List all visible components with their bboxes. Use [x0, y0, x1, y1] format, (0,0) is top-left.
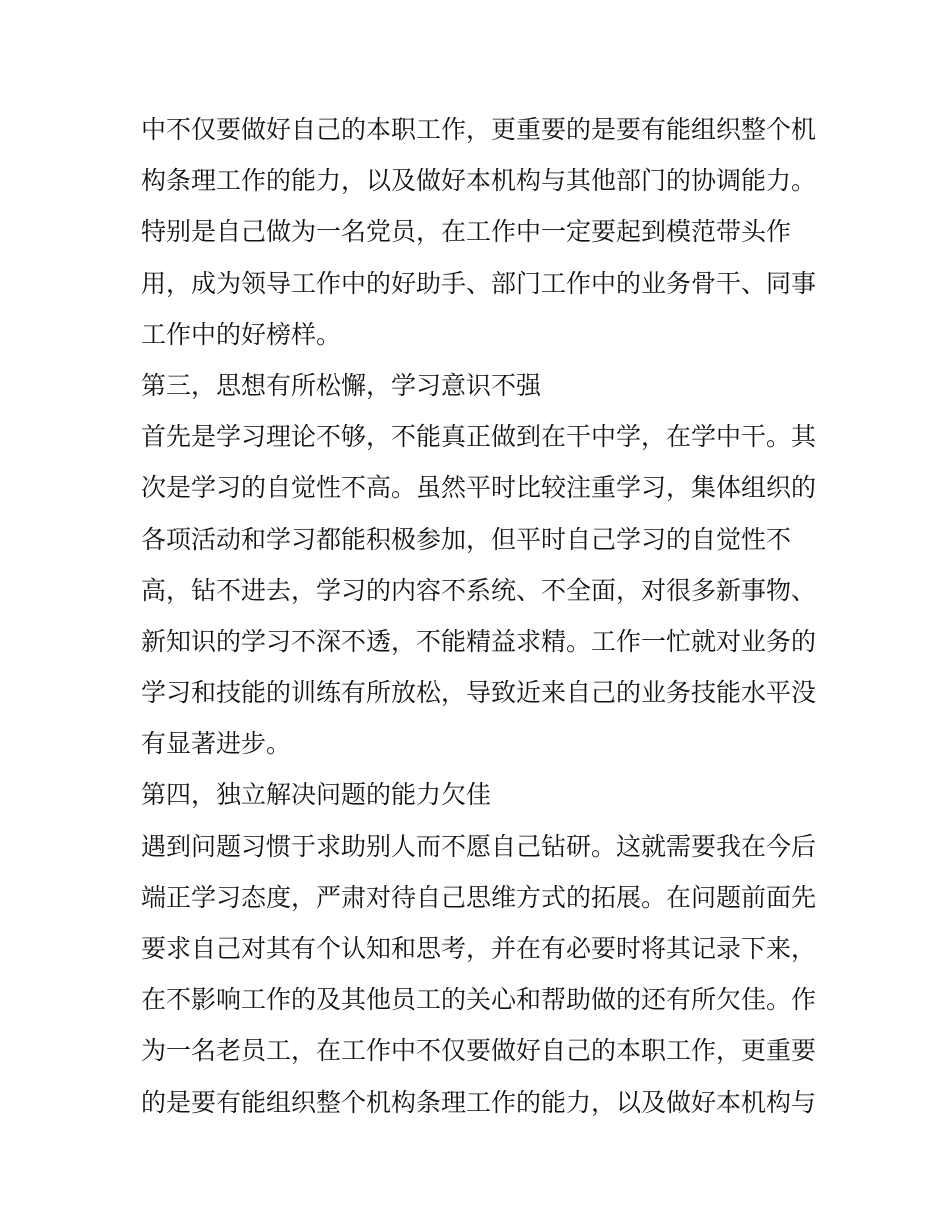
section-heading-3: 第三，思想有所松懈，学习意识不强 — [141, 370, 542, 400]
text-line: 遇到问题习惯于求助别人而不愿自己钻研。这就需要我在今后 — [141, 831, 817, 861]
document-body — [141, 104, 821, 1128]
text-line: 工作中的好榜样。 — [141, 319, 342, 349]
text-line: 新知识的学习不深不透，不能精益求精。工作一忙就对业务的 — [141, 626, 817, 656]
text-line: 构条理工作的能力，以及做好本机构与其他部门的协调能力。 — [141, 166, 817, 196]
text-line: 的是要有能组织整个机构条理工作的能力，以及做好本机构与 — [141, 1087, 817, 1117]
text-line: 学习和技能的训练有所放松，导致近来自己的业务技能水平没 — [141, 678, 817, 708]
text-line: 次是学习的自觉性不高。虽然平时比较注重学习，集体组织的 — [141, 473, 817, 503]
text-line: 有显著进步。 — [141, 729, 292, 759]
text-line: 中不仅要做好自己的本职工作，更重要的是要有能组织整个机 — [141, 115, 817, 144]
text-line: 用，成为领导工作中的好助手、部门工作中的业务骨干、同事 — [141, 268, 817, 298]
text-line: 为一名老员工，在工作中不仅要做好自己的本职工作，更重要 — [141, 1036, 817, 1066]
text-line: 高，钻不进去，学习的内容不系统、不全面，对很多新事物、 — [141, 575, 817, 605]
text-line: 特别是自己做为一名党员，在工作中一定要起到模范带头作 — [141, 217, 792, 247]
text-line: 在不影响工作的及其他员工的关心和帮助做的还有所欠佳。作 — [141, 985, 817, 1015]
text-line: 要求自己对其有个认知和思考，并在有必要时将其记录下来， — [141, 934, 817, 963]
text-line: 首先是学习理论不够，不能真正做到在干中学，在学中干。其 — [141, 422, 817, 452]
text-line: 各项活动和学习都能积极参加，但平时自己学习的自觉性不 — [141, 524, 792, 554]
text-line: 端正学习态度，严肃对待自己思维方式的拓展。在问题前面先 — [141, 882, 817, 912]
section-heading-4: 第四，独立解决问题的能力欠佳 — [141, 780, 492, 810]
